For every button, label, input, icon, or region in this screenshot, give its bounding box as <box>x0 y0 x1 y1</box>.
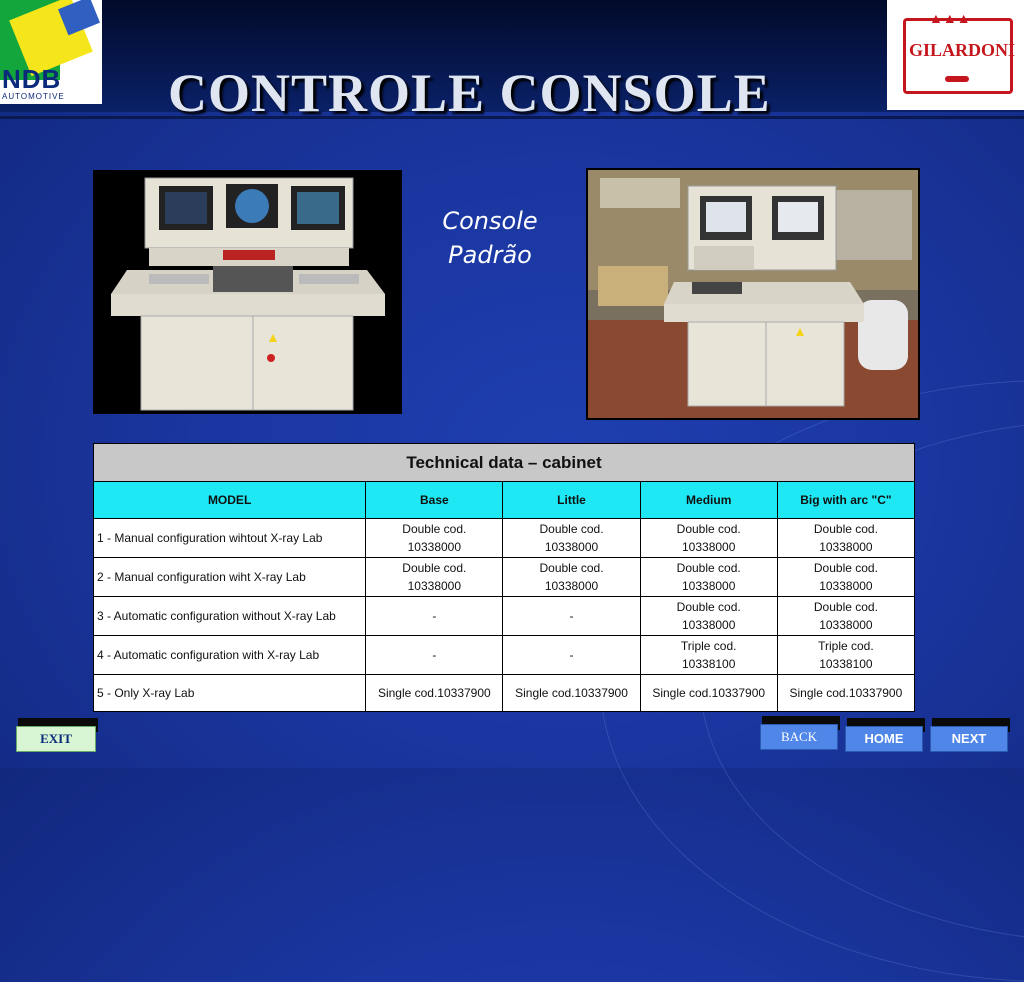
ndb-logo <box>0 0 102 104</box>
table-row <box>94 675 915 712</box>
caption-line-1: Console <box>442 207 538 235</box>
value-cell: - <box>503 597 640 636</box>
value-cell: Double cod. 10338000 <box>777 597 914 636</box>
value-cell: Double cod. 10338000 <box>640 519 777 558</box>
table-row <box>94 597 915 636</box>
home-button-label[interactable]: HOME <box>845 726 923 752</box>
gilardoni-logo <box>887 0 1024 110</box>
table-header-row <box>94 482 915 519</box>
console-photo-1 <box>93 170 402 414</box>
exit-button-label[interactable]: EXIT <box>16 726 96 752</box>
next-button[interactable] <box>930 726 1008 752</box>
header-base: Base <box>366 482 503 519</box>
value-cell: Double cod. 10338000 <box>503 558 640 597</box>
back-button[interactable] <box>760 724 838 750</box>
logo-automotive-text: AUTOMOTIVE <box>2 92 65 101</box>
page-title: CONTROLE CONSOLE <box>168 63 771 123</box>
header-big: Big with arc "C" <box>777 482 914 519</box>
table-row <box>94 519 915 558</box>
value-cell: Triple cod. 10338100 <box>777 636 914 675</box>
logo-underline <box>945 76 969 82</box>
header-model: MODEL <box>94 482 366 519</box>
console-caption <box>420 204 560 272</box>
value-cell: Double cod. 10338000 <box>366 519 503 558</box>
table-row <box>94 558 915 597</box>
value-cell: Single cod.10337900 <box>503 675 640 712</box>
value-cell: Double cod. 10338000 <box>777 558 914 597</box>
console-photo-2 <box>586 168 920 420</box>
value-cell: Single cod.10337900 <box>366 675 503 712</box>
home-button[interactable] <box>845 726 923 752</box>
model-cell: 4 - Automatic configuration with X-ray Lab <box>94 636 366 675</box>
back-button-label[interactable]: BACK <box>760 724 838 750</box>
value-cell: - <box>366 636 503 675</box>
header-medium: Medium <box>640 482 777 519</box>
value-cell: - <box>503 636 640 675</box>
table-caption: Technical data – cabinet <box>94 444 915 482</box>
logo-gilardoni-text: GILARDONI <box>909 40 1016 60</box>
model-cell: 5 - Only X-ray Lab <box>94 675 366 712</box>
value-cell: Double cod. 10338000 <box>640 558 777 597</box>
value-cell: Triple cod. 10338100 <box>640 636 777 675</box>
value-cell: Single cod.10337900 <box>777 675 914 712</box>
value-cell: Single cod.10337900 <box>640 675 777 712</box>
logo-ndb-text: NDB <box>2 64 62 94</box>
model-cell: 3 - Automatic configuration without X-ray Lab <box>94 597 366 636</box>
value-cell: Double cod. 10338000 <box>366 558 503 597</box>
table-row <box>94 636 915 675</box>
exit-button[interactable] <box>16 726 96 752</box>
model-cell: 1 - Manual configuration wihtout X-ray Lab <box>94 519 366 558</box>
caption-line-2: Padrão <box>448 241 532 269</box>
value-cell: Double cod. 10338000 <box>640 597 777 636</box>
next-button-label[interactable]: NEXT <box>930 726 1008 752</box>
value-cell: - <box>366 597 503 636</box>
value-cell: Double cod. 10338000 <box>503 519 640 558</box>
header-little: Little <box>503 482 640 519</box>
value-cell: Double cod. 10338000 <box>777 519 914 558</box>
technical-data-table <box>93 443 915 712</box>
crown-icon: ▲▲▲ <box>929 10 971 26</box>
model-cell: 2 - Manual configuration wiht X-ray Lab <box>94 558 366 597</box>
